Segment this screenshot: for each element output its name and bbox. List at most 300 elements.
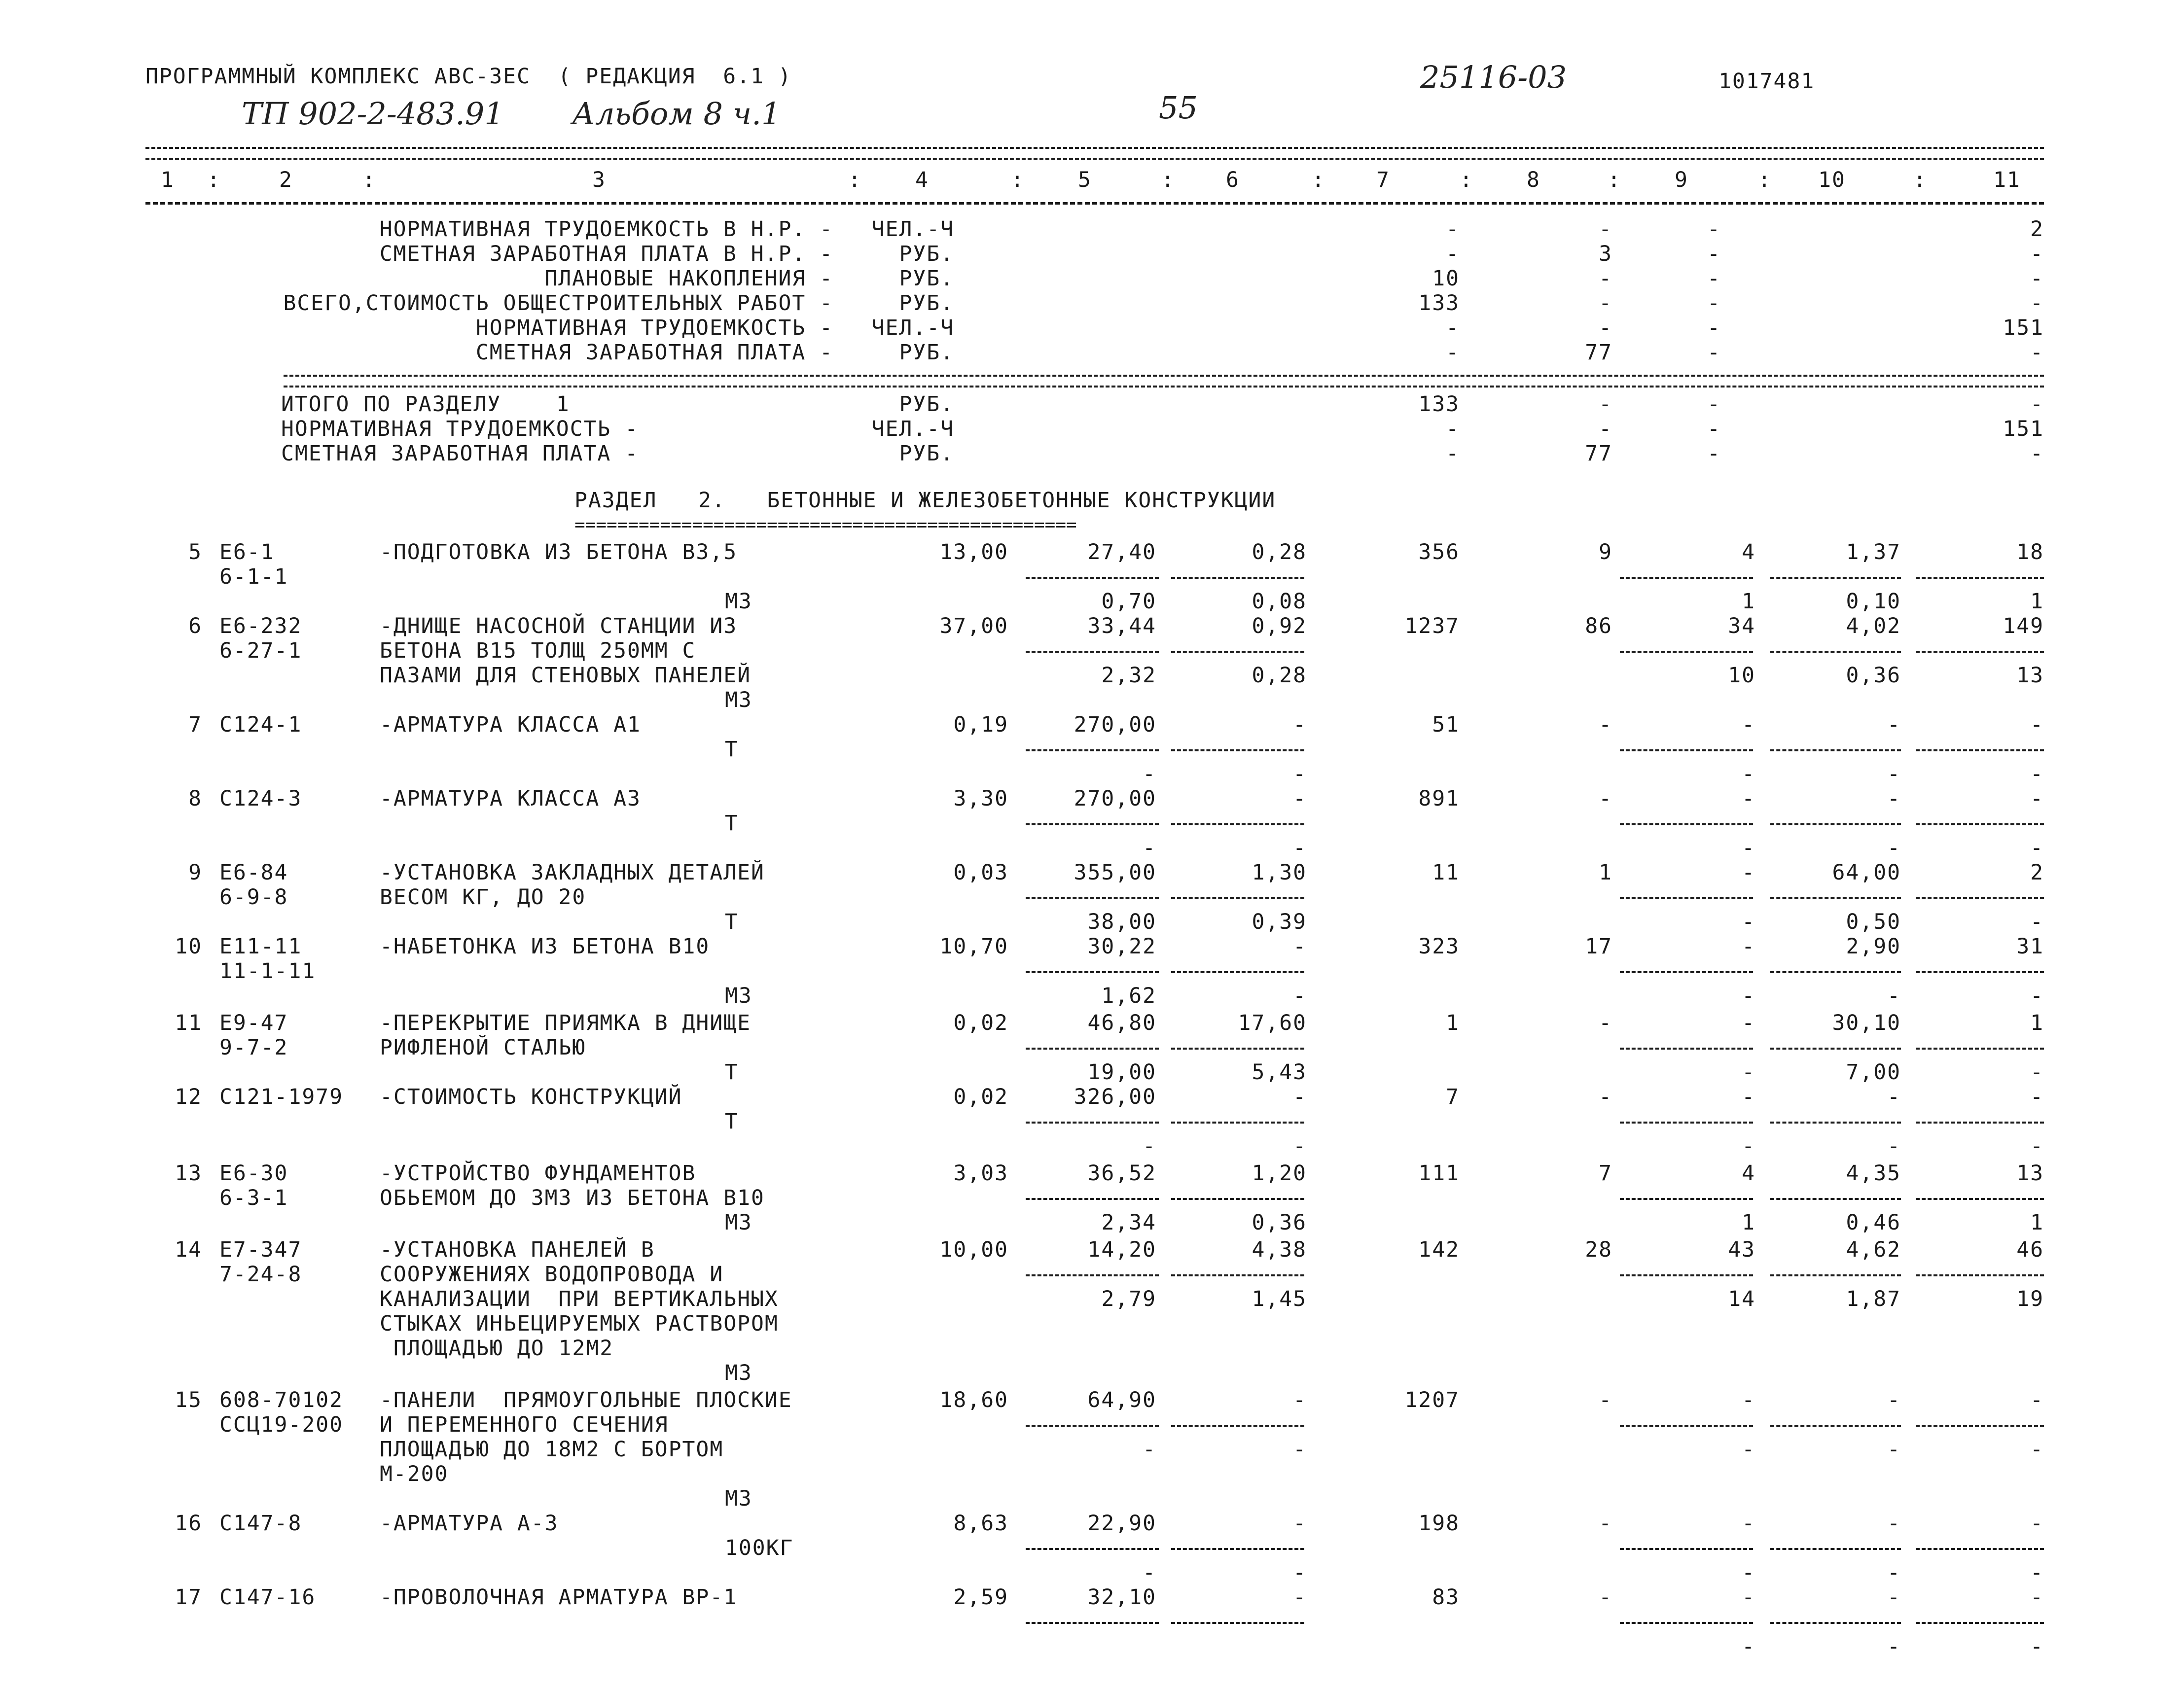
column-separator: : (1913, 168, 1927, 192)
item-col6: - (1293, 1388, 1307, 1412)
item-col9: - (1742, 934, 1755, 959)
summary-col7: 10 (1432, 266, 1460, 291)
item-col9: - (1742, 1011, 1755, 1035)
item-description: -ПРОВОЛОЧНАЯ АРМАТУРА ВР-1 (380, 1585, 738, 1610)
item-description: -НАБЕТОНКА ИЗ БЕТОНА В10 (380, 934, 710, 959)
item-col5: 270,00 (1074, 786, 1156, 811)
summary-col11: - (2030, 340, 2044, 365)
item-col8: - (1599, 1388, 1612, 1412)
summary-col7: - (1446, 441, 1460, 466)
item-col6-rule (1171, 823, 1304, 825)
item-code: 6-3-1 (219, 1186, 288, 1210)
item-col9: 43 (1728, 1237, 1755, 1262)
summary-unit: ЧЕЛ.-Ч (871, 316, 954, 340)
item-col8: 9 (1599, 540, 1612, 564)
item-col5: 32,10 (1087, 1585, 1156, 1610)
item-code: 6-1-1 (219, 564, 288, 589)
item-col10-wage: - (1887, 762, 1901, 786)
item-col11-rule (1916, 1622, 2044, 1624)
summary-col8: 77 (1585, 441, 1612, 466)
item-col9-rule (1620, 651, 1753, 653)
item-col11: 2 (2030, 860, 2044, 885)
item-code: 6-9-8 (219, 885, 288, 910)
item-col11-wage: - (2030, 1060, 2044, 1085)
item-unit: Т (725, 910, 739, 934)
item-col5-wage: 2,34 (1101, 1210, 1156, 1235)
item-quantity: 3,03 (953, 1161, 1008, 1186)
item-col8: 17 (1585, 934, 1612, 959)
item-col10: - (1887, 1085, 1901, 1109)
item-description: СООРУЖЕНИЯХ ВОДОПРОВОДА И (380, 1262, 724, 1287)
item-col5-wage: - (1143, 762, 1156, 786)
item-col10-rule (1770, 823, 1901, 825)
item-number: 8 (188, 786, 202, 811)
item-col10-wage: 7,00 (1846, 1060, 1901, 1085)
item-col9-wage: - (1742, 1634, 1755, 1659)
item-quantity: 37,00 (939, 614, 1008, 638)
item-col5-wage: - (1143, 1437, 1156, 1462)
summary-label: НОРМАТИВНАЯ ТРУДОЕМКОСТЬ - (281, 417, 639, 441)
item-unit: М3 (725, 1361, 752, 1385)
item-col11-wage: - (2030, 762, 2044, 786)
summary-label: НОРМАТИВНАЯ ТРУДОЕМКОСТЬ - (475, 316, 833, 340)
item-col7: 1207 (1404, 1388, 1460, 1412)
item-col9: 34 (1728, 614, 1755, 638)
item-description: -СТОИМОСТЬ КОНСТРУКЦИЙ (380, 1085, 682, 1109)
item-col5: 326,00 (1074, 1085, 1156, 1109)
item-description: -УСТАНОВКА ЗАКЛАДНЫХ ДЕТАЛЕЙ (380, 860, 765, 885)
header-rule-bottom (145, 202, 2044, 205)
item-description: ВЕСОМ КГ, ДО 20 (380, 885, 586, 910)
item-col6-wage: 0,08 (1252, 589, 1307, 614)
item-col8: - (1599, 786, 1612, 811)
column-header-10: 10 (1818, 168, 1846, 192)
column-separator: : (1312, 168, 1325, 192)
item-description: -АРМАТУРА КЛАССА А3 (380, 786, 641, 811)
item-col11-rule (1916, 1425, 2044, 1427)
item-col5-rule (1026, 1274, 1159, 1276)
summary-col9: - (1707, 441, 1721, 466)
item-col6: 0,92 (1252, 614, 1307, 638)
item-col10: - (1887, 786, 1901, 811)
item-col5-wage: 1,62 (1101, 984, 1156, 1008)
item-col6-rule (1171, 1425, 1304, 1427)
item-col6: 1,20 (1252, 1161, 1307, 1186)
item-col8: 86 (1585, 614, 1612, 638)
item-col9: 4 (1742, 540, 1755, 564)
item-col11-wage: - (2030, 984, 2044, 1008)
item-col9: - (1742, 860, 1755, 885)
summary-col11: - (2030, 441, 2044, 466)
item-col9-wage: - (1742, 1437, 1755, 1462)
item-col11-rule (1916, 971, 2044, 973)
item-col8: 7 (1599, 1161, 1612, 1186)
item-col6-rule (1171, 1122, 1304, 1124)
summary-col9: - (1707, 417, 1721, 441)
item-code: С147-16 (219, 1585, 316, 1610)
item-description: ОБЬЕМОМ ДО 3М3 ИЗ БЕТОНА В10 (380, 1186, 765, 1210)
program-header: ПРОГРАММНЫЙ КОМПЛЕКС АВС-3ЕС ( РЕДАКЦИЯ 6.1 ) (145, 64, 792, 89)
item-col10: - (1887, 1585, 1901, 1610)
item-col7: 11 (1432, 860, 1460, 885)
item-code: С147-8 (219, 1511, 302, 1536)
item-col10: 1,37 (1846, 540, 1901, 564)
item-col6-rule (1171, 971, 1304, 973)
item-col5-rule (1026, 897, 1159, 899)
item-col9-wage: 10 (1728, 663, 1755, 688)
item-description: И ПЕРЕМЕННОГО СЕЧЕНИЯ (380, 1412, 669, 1437)
column-header-3: 3 (592, 168, 606, 192)
item-col9: - (1742, 1085, 1755, 1109)
handwritten-page-number: 55 (1159, 90, 1198, 126)
item-col9: - (1742, 1388, 1755, 1412)
item-col5-rule (1026, 1548, 1159, 1550)
item-col10: 4,35 (1846, 1161, 1901, 1186)
item-col9-rule (1620, 897, 1753, 899)
item-quantity: 8,63 (953, 1511, 1008, 1536)
column-header-9: 9 (1675, 168, 1688, 192)
item-col10-wage: - (1887, 1437, 1901, 1462)
item-col8: - (1599, 712, 1612, 737)
summary-col11: 151 (2003, 417, 2044, 441)
item-col6-rule (1171, 577, 1304, 579)
item-col5: 36,52 (1087, 1161, 1156, 1186)
summary-label: НОРМАТИВНАЯ ТРУДОЕМКОСТЬ В Н.Р. - (379, 217, 833, 242)
item-col6-wage: - (1293, 1560, 1307, 1585)
column-separator: : (848, 168, 862, 192)
item-code: 9-7-2 (219, 1035, 288, 1060)
item-col6: 4,38 (1252, 1237, 1307, 1262)
item-col11-rule (1916, 651, 2044, 653)
item-col10-rule (1770, 1622, 1901, 1624)
item-col5-rule (1026, 1425, 1159, 1427)
item-col11: 31 (2016, 934, 2044, 959)
item-col11: 13 (2016, 1161, 2044, 1186)
item-code: Е6-30 (219, 1161, 288, 1186)
item-col11: - (2030, 712, 2044, 737)
item-col5: 64,90 (1087, 1388, 1156, 1412)
item-col5-wage: 2,79 (1101, 1287, 1156, 1311)
item-col11: 1 (2030, 1011, 2044, 1035)
column-separator: : (1011, 168, 1025, 192)
item-col11-rule (1916, 577, 2044, 579)
summary-separator (284, 375, 2044, 387)
summary-col7: - (1446, 417, 1460, 441)
item-col8: - (1599, 1511, 1612, 1536)
item-description: ПЛОЩАДЬЮ ДО 12М2 (380, 1336, 614, 1361)
summary-col8: - (1599, 217, 1612, 242)
column-header-6: 6 (1226, 168, 1240, 192)
summary-col11: - (2030, 266, 2044, 291)
item-col5-wage: - (1143, 1134, 1156, 1159)
item-col7: 891 (1418, 786, 1460, 811)
item-col9: - (1742, 1585, 1755, 1610)
item-col10-rule (1770, 1425, 1901, 1427)
item-col10-wage: - (1887, 836, 1901, 860)
item-col6-wage: - (1293, 1437, 1307, 1462)
item-col11: 18 (2016, 540, 2044, 564)
item-col11-rule (1916, 749, 2044, 751)
summary-col11: 2 (2030, 217, 2044, 242)
item-code: Е11-11 (219, 934, 302, 959)
item-col5-rule (1026, 1122, 1159, 1124)
item-col9-rule (1620, 1048, 1753, 1050)
item-col11-wage: 1 (2030, 589, 2044, 614)
item-col10: 64,00 (1832, 860, 1901, 885)
item-code: 7-24-8 (219, 1262, 302, 1287)
item-col6-wage: 5,43 (1252, 1060, 1307, 1085)
summary-col8: 77 (1585, 340, 1612, 365)
item-col9-rule (1620, 1548, 1753, 1550)
item-col9-wage: - (1742, 984, 1755, 1008)
item-col11: - (2030, 786, 2044, 811)
item-col7: 1 (1446, 1011, 1460, 1035)
item-col11-rule (1916, 823, 2044, 825)
item-col9-wage: - (1742, 910, 1755, 934)
item-quantity: 10,70 (939, 934, 1008, 959)
item-col5-wage: - (1143, 836, 1156, 860)
item-unit: 100КГ (725, 1536, 794, 1560)
summary-col9: - (1707, 340, 1721, 365)
item-code: 6-27-1 (219, 638, 302, 663)
summary-col7: - (1446, 242, 1460, 266)
section-title: РАЗДЕЛ 2. БЕТОННЫЕ И ЖЕЛЕЗОБЕТОННЫЕ КОНСТРУКЦИИ (574, 488, 1276, 513)
item-col11-rule (1916, 1274, 2044, 1276)
column-header-8: 8 (1527, 168, 1540, 192)
item-col6-rule (1171, 1048, 1304, 1050)
item-col6-wage: 1,45 (1252, 1287, 1307, 1311)
item-description: -ДНИЩЕ НАСОСНОЙ СТАНЦИИ ИЗ (380, 614, 738, 638)
item-code: Е6-1 (219, 540, 275, 564)
item-col8: - (1599, 1085, 1612, 1109)
summary-label: ИТОГО ПО РАЗДЕЛУ 1 (281, 392, 570, 417)
item-quantity: 3,30 (953, 786, 1008, 811)
summary-unit: РУБ. (899, 340, 954, 365)
summary-col7: - (1446, 316, 1460, 340)
item-col10-wage: - (1887, 1134, 1901, 1159)
handwritten-tp: ТП 902-2-483.91 (242, 96, 504, 132)
item-col6: - (1293, 1585, 1307, 1610)
item-description: СТЫКАХ ИНЬЕЦИРУЕМЫХ РАСТВОРОМ (380, 1311, 779, 1336)
item-col7: 198 (1418, 1511, 1460, 1536)
item-col10: 2,90 (1846, 934, 1901, 959)
item-unit: М3 (725, 688, 752, 712)
column-separator: : (1758, 168, 1772, 192)
summary-label: ВСЕГО,СТОИМОСТЬ ОБЩЕСТРОИТЕЛЬНЫХ РАБОТ - (283, 291, 833, 316)
item-description: РИФЛЕНОЙ СТАЛЬЮ (380, 1035, 586, 1060)
item-col7: 356 (1418, 540, 1460, 564)
column-separator: : (1460, 168, 1473, 192)
item-col8: 1 (1599, 860, 1612, 885)
item-col9-wage: 14 (1728, 1287, 1755, 1311)
summary-unit: РУБ. (899, 441, 954, 466)
item-col6-wage: - (1293, 836, 1307, 860)
item-col10-rule (1770, 1122, 1901, 1124)
item-number: 7 (188, 712, 202, 737)
item-col7: 142 (1418, 1237, 1460, 1262)
item-number: 15 (175, 1388, 202, 1412)
item-col6: - (1293, 1085, 1307, 1109)
item-code: Е9-47 (219, 1011, 288, 1035)
item-col9-rule (1620, 577, 1753, 579)
item-col5-rule (1026, 971, 1159, 973)
summary-col8: 3 (1599, 242, 1612, 266)
item-col10-rule (1770, 1548, 1901, 1550)
summary-col9: - (1707, 242, 1721, 266)
item-col10-wage: 0,46 (1846, 1210, 1901, 1235)
item-col10-wage: 0,10 (1846, 589, 1901, 614)
summary-col9: - (1707, 316, 1721, 340)
item-col10-rule (1770, 651, 1901, 653)
item-unit: М3 (725, 589, 752, 614)
item-code: С121-1979 (219, 1085, 343, 1109)
item-col10: 4,62 (1846, 1237, 1901, 1262)
item-col6-rule (1171, 1622, 1304, 1624)
item-description: -УСТРОЙСТВО ФУНДАМЕНТОВ (380, 1161, 696, 1186)
item-col10: - (1887, 1511, 1901, 1536)
item-col5: 46,80 (1087, 1011, 1156, 1035)
summary-col11: - (2030, 242, 2044, 266)
item-col10-wage: - (1887, 984, 1901, 1008)
item-col9-rule (1620, 1274, 1753, 1276)
item-col9-wage: - (1742, 1134, 1755, 1159)
item-col11: - (2030, 1085, 2044, 1109)
item-col6-wage: 0,36 (1252, 1210, 1307, 1235)
item-col6: 0,28 (1252, 540, 1307, 564)
item-quantity: 0,02 (953, 1011, 1008, 1035)
column-separator: : (207, 168, 221, 192)
item-col11-rule (1916, 897, 2044, 899)
item-col5-rule (1026, 577, 1159, 579)
item-number: 17 (175, 1585, 202, 1610)
item-col6-rule (1171, 749, 1304, 751)
item-col5: 30,22 (1087, 934, 1156, 959)
handwritten-album: Альбом 8 ч.1 (572, 96, 781, 132)
item-unit: Т (725, 811, 739, 836)
item-col9-wage: 1 (1742, 589, 1755, 614)
summary-unit: РУБ. (899, 392, 954, 417)
handwritten-code: 25116-03 (1420, 59, 1567, 95)
item-unit: М3 (725, 1486, 752, 1511)
item-col6-rule (1171, 1274, 1304, 1276)
item-col11: 46 (2016, 1237, 2044, 1262)
item-col10-rule (1770, 971, 1901, 973)
item-col5-wage: 19,00 (1087, 1060, 1156, 1085)
item-col6-wage: - (1293, 984, 1307, 1008)
item-col9-wage: 1 (1742, 1210, 1755, 1235)
item-col9-rule (1620, 823, 1753, 825)
item-col6: 1,30 (1252, 860, 1307, 885)
summary-col8: - (1599, 417, 1612, 441)
item-col5-rule (1026, 823, 1159, 825)
item-code: ССЦ19-200 (219, 1412, 343, 1437)
item-unit: Т (725, 1060, 739, 1085)
item-col10-rule (1770, 577, 1901, 579)
column-header-5: 5 (1078, 168, 1092, 192)
item-col6: - (1293, 1511, 1307, 1536)
item-code: С124-3 (219, 786, 302, 811)
item-description: -УСТАНОВКА ПАНЕЛЕЙ В (380, 1237, 655, 1262)
item-description: КАНАЛИЗАЦИИ ПРИ ВЕРТИКАЛЬНЫХ (380, 1287, 779, 1311)
summary-unit: РУБ. (899, 291, 954, 316)
item-col9-wage: - (1742, 762, 1755, 786)
item-code: С124-1 (219, 712, 302, 737)
section-underline: =============================================== (574, 515, 1077, 535)
item-col5-wage: 0,70 (1101, 589, 1156, 614)
item-quantity: 0,19 (953, 712, 1008, 737)
item-description: -АРМАТУРА А-3 (380, 1511, 559, 1536)
item-col9-rule (1620, 1122, 1753, 1124)
item-col11-wage: - (2030, 1437, 2044, 1462)
item-col11-wage: - (2030, 910, 2044, 934)
item-col11-wage: 19 (2016, 1287, 2044, 1311)
column-header-11: 11 (1993, 168, 2021, 192)
summary-col9: - (1707, 217, 1721, 242)
document-number: 1017481 (1719, 69, 1815, 94)
item-unit: Т (725, 737, 739, 762)
item-col11: - (2030, 1388, 2044, 1412)
item-code: Е7-347 (219, 1237, 302, 1262)
item-col6: - (1293, 712, 1307, 737)
summary-col9: - (1707, 392, 1721, 417)
item-unit: Т (725, 1109, 739, 1134)
item-number: 11 (175, 1011, 202, 1035)
item-col5-wage: - (1143, 1560, 1156, 1585)
item-col11-wage: 13 (2016, 663, 2044, 688)
item-col5-rule (1026, 1198, 1159, 1200)
item-col9-wage: - (1742, 1060, 1755, 1085)
item-col9-wage: - (1742, 836, 1755, 860)
item-col8: - (1599, 1011, 1612, 1035)
item-col6: 17,60 (1238, 1011, 1307, 1035)
item-col5-rule (1026, 1048, 1159, 1050)
item-col10: - (1887, 712, 1901, 737)
item-col9-rule (1620, 749, 1753, 751)
column-separator: : (362, 168, 376, 192)
item-description: М-200 (380, 1462, 449, 1486)
item-col11-wage: - (2030, 1560, 2044, 1585)
summary-label: СМЕТНАЯ ЗАРАБОТНАЯ ПЛАТА - (281, 441, 639, 466)
item-col5: 355,00 (1074, 860, 1156, 885)
item-col6: - (1293, 934, 1307, 959)
summary-col11: 151 (2003, 316, 2044, 340)
item-number: 13 (175, 1161, 202, 1186)
item-col11-rule (1916, 1122, 2044, 1124)
item-col6-rule (1171, 651, 1304, 653)
item-col7: 1237 (1404, 614, 1460, 638)
item-col9: - (1742, 1511, 1755, 1536)
item-col7: 51 (1432, 712, 1460, 737)
item-code: 608-70102 (219, 1388, 343, 1412)
item-number: 14 (175, 1237, 202, 1262)
item-description: -АРМАТУРА КЛАССА А1 (380, 712, 641, 737)
item-description: ПЛОЩАДЬЮ ДО 18М2 С БОРТОМ (380, 1437, 724, 1462)
item-col10-wage: 0,36 (1846, 663, 1901, 688)
summary-col8: - (1599, 266, 1612, 291)
item-code: 11-1-11 (219, 959, 316, 984)
summary-col9: - (1707, 266, 1721, 291)
item-col10: 30,10 (1832, 1011, 1901, 1035)
item-col6-wage: 0,28 (1252, 663, 1307, 688)
item-col5-wage: 2,32 (1101, 663, 1156, 688)
summary-label: СМЕТНАЯ ЗАРАБОТНАЯ ПЛАТА В Н.Р. - (379, 242, 833, 266)
summary-col7: - (1446, 340, 1460, 365)
item-number: 5 (188, 540, 202, 564)
item-col10: - (1887, 1388, 1901, 1412)
item-col9-rule (1620, 1425, 1753, 1427)
header-rule-top (145, 147, 2044, 160)
item-col11-wage: - (2030, 1134, 2044, 1159)
